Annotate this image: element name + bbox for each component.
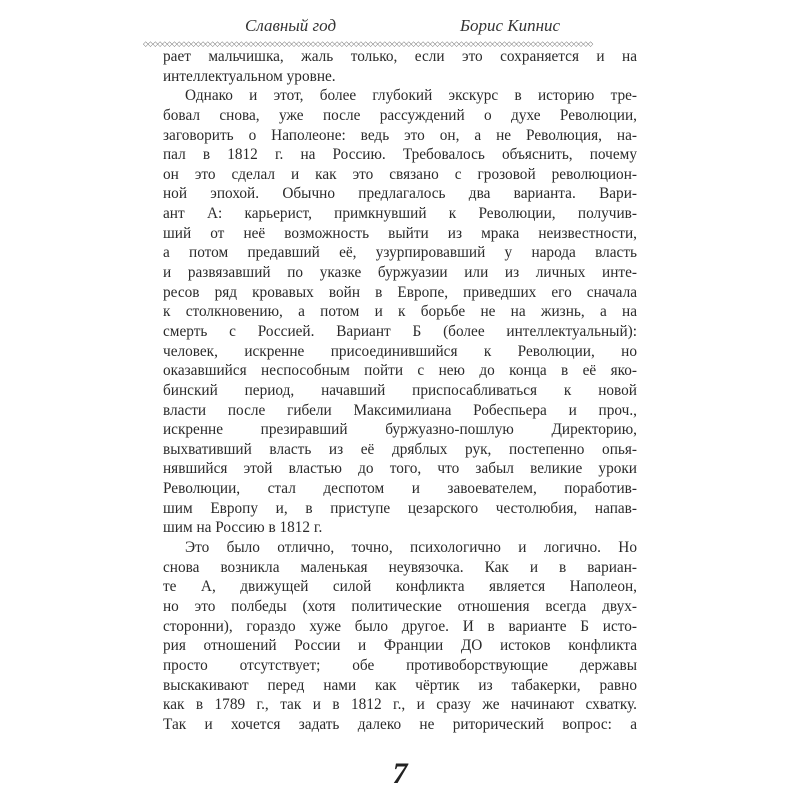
text-line: искренне презиравший буржуазно-пошлую Директорию,: [163, 421, 637, 439]
page-body-text: [163, 47, 637, 734]
text-line: просто отсутствует; обе противоборствующие державы: [163, 656, 637, 674]
text-line: сторонни), гораздо хуже было другое. И в варианте Б исто-: [163, 617, 637, 635]
text-line: ший от неё возможность выйти из мрака неизвестности,: [163, 224, 637, 242]
text-line: но это полбеды (хотя политические отношения всегда двух-: [163, 597, 637, 615]
text-line: выскакивают перед нами как чёртик из табакерки, равно: [163, 676, 637, 694]
text-line: пал в 1812 г. на Россию. Требовалось объяснить, почему: [163, 146, 637, 164]
ornamental-divider: ◇◇◇◇◇◇◇◇◇◇◇◇◇◇◇◇◇◇◇◇◇◇◇◇◇◇◇◇◇◇◇◇◇◇◇◇◇◇◇◇◇◇◇◇◇◇◇◇◇◇◇◇◇◇◇◇◇◇◇◇◇◇◇◇◇◇◇◇◇◇◇◇◇◇◇◇◇◇◇◇◇◇◇◇◇◇◇◇◇◇◇◇◇◇: [143, 40, 593, 48]
running-header-title: Славный год: [245, 16, 337, 35]
text-line: человек, искренне присоединившийся к Революции, но: [163, 342, 637, 360]
text-line: ресов ряд кровавых войн в Европе, приведших его сначала: [163, 283, 637, 301]
text-line: интеллектуальном уровне.: [163, 67, 336, 85]
text-line: выхвативший власть из её дряблых рук, постепенно опья-: [163, 440, 637, 458]
text-line: власти после гибели Максимилиана Робеспьера и проч.,: [163, 401, 637, 419]
text-line: Однако и этот, более глубокий экскурс в историю тре-: [185, 87, 637, 105]
text-line: оказавшийся неспособным пойти с нею до конца в её яко-: [163, 362, 637, 380]
text-line: смерть с Россией. Вариант Б (более интеллектуальный):: [163, 322, 637, 340]
text-line: а потом предавший её, узурпировавший у народа власть: [163, 244, 637, 262]
text-line: Это было отлично, точно, психологично и логично. Но: [185, 539, 637, 557]
text-line: рает мальчишка, жаль только, если это сохраняется и на: [163, 48, 637, 65]
text-line: он это сделал и как это связано с грозовой революцион-: [163, 165, 637, 183]
text-line: и развязавший по указке буржуазии или из личных инте-: [163, 264, 637, 282]
text-line: ной эпохой. Обычно предлагалось два варианта. Вари-: [163, 185, 637, 203]
text-line: Революции, стал деспотом и завоевателем, поработив-: [163, 480, 637, 498]
text-line: бинский период, начавший приспосабливаться к новой: [163, 381, 637, 399]
page-number: 7: [392, 757, 408, 790]
text-line: шим Европу и, в приступе цезарского честолюбия, напав-: [163, 499, 637, 517]
running-header-author: Борис Кипнис: [460, 16, 561, 35]
text-line: к столкновению, а потом и к борьбе не на жизнь, а на: [163, 303, 637, 321]
text-line: рия отношений России и Франции ДО истоков конфликта: [163, 637, 637, 655]
text-line: заговорить о Наполеоне: ведь это он, а не Революция, на-: [163, 126, 637, 144]
text-line: те А, движущей силой конфликта является Наполеон,: [163, 578, 637, 596]
text-line: снова возникла маленькая неувязочка. Как и в вариан-: [163, 558, 637, 576]
text-line: Так и хочется задать далеко не риторический вопрос: а: [163, 715, 637, 733]
text-line: как в 1789 г., так и в 1812 г., и сразу же начинают схватку.: [163, 696, 637, 714]
text-line: нявшийся этой властью до того, что забыл великие уроки: [163, 460, 637, 478]
text-line: ант А: карьерист, примкнувший к Революции, получив-: [163, 205, 637, 223]
text-line: бовал снова, уже после рассуждений о духе Революции,: [163, 106, 637, 124]
text-line: шим на Россию в 1812 г.: [163, 519, 323, 537]
